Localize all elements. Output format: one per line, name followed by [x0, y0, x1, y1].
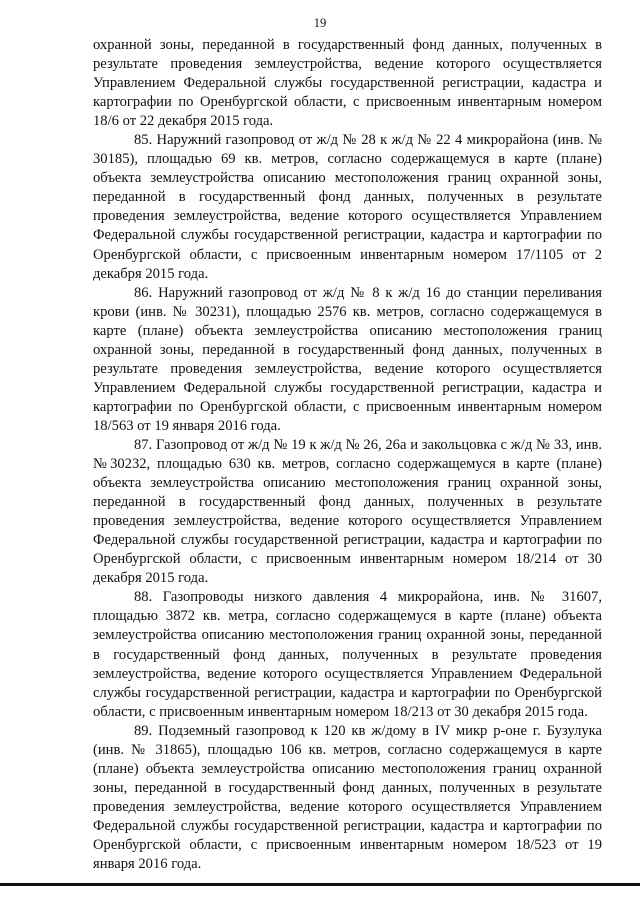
paragraph-item-89: 89. Подземный газопровод к 120 кв ж/дому в IV микр р-оне г. Бузулука (инв. № 31865), площадью 106 кв. метров, согласно содержащемуся в карте (плане) объекта землеустройства описанию местоположения границ охранной зоны, переданной в государственный фонд данных, полученных в результате проведения землеустройства, ведение которого осуществляется Управлением Федеральной службы государственной регистрации, кадастра и картографии по Оренбургской области, с присвоенным инвентарным номером 18/523 от 19 января 2016 года. — [93, 722, 602, 873]
bottom-border-line — [0, 883, 640, 886]
paragraph-item-87: 87. Газопровод от ж/д № 19 к ж/д № 26, 26а и закольцовка с ж/д № 33, инв. №30232, площадью 630 кв. метров, согласно содержащемуся в карте (плане) объекта землеустройства описанию местоположения границ охранной зоны, переданной в государственный фонд данных, полученных в результате проведения землеустройства, ведение которого осуществляется Управлением Федеральной службы государственной регистрации, кадастра и картографии по Оренбургской области, с присвоенным инвентарным номером 18/214 от 30 декабря 2015 года. — [93, 436, 602, 587]
paragraph-continuation: охранной зоны, переданной в государственный фонд данных, полученных в результате проведения землеустройства, ведение которого осуществляется Управлением Федеральной службы государственной регистрации, кадастра и картографии по Оренбургской области, с присвоенным инвентарным номером 18/6 от 22 декабря 2015 года. — [93, 37, 602, 130]
paragraph-item-85: 85. Наружний газопровод от ж/д № 28 к ж/д № 22 4 микрорайона (инв. № 30185), площадью 69 кв. метров, согласно содержащемуся в карте (плане) объекта землеустройства описанию местоположения границ охранной зоны, переданной в государственный фонд данных, полученных в результате проведения землеустройства, ведение которого осуществляется Управлением Федеральной службы государственной регистрации, кадастра и картографии по Оренбургской области, с присвоенным инвентарным номером 17/1105 от 2 декабря 2015 года. — [93, 132, 602, 282]
paragraph-item-86: 86. Наружний газопровод от ж/д № 8 к ж/д 16 до станции переливания крови (инв. № 30231), площадью 2576 кв. метров, согласно содержащемуся в карте (плане) объекта землеустройства описанию местоположения границ охранной зоны, переданной в государственный фонд данных, полученных в результате проведения землеустройства, ведение которого осуществляется Управлением Федеральной службы государственной регистрации, кадастра и картографии по Оренбургской области, с присвоенным инвентарным номером 18/563 от 19 января 2016 года. — [93, 284, 602, 434]
paragraph-item-88: 88. Газопроводы низкого давления 4 микрорайона, инв. № 31607, площадью 3872 кв. метра, согласно содержащемуся в карте (плане) объекта землеустройства описанию местоположения границ охранной зоны, переданной в государственный фонд данных, полученных в результате проведения землеустройства, ведение которого осуществляется Управлением Федеральной службы государственной регистрации, кадастра и картографии по Оренбургской области, с присвоенным инвентарным номером 18/213 от 30 декабря 2015 года. — [93, 589, 602, 720]
document-body — [93, 36, 602, 874]
page-number: 19 — [313, 16, 327, 30]
